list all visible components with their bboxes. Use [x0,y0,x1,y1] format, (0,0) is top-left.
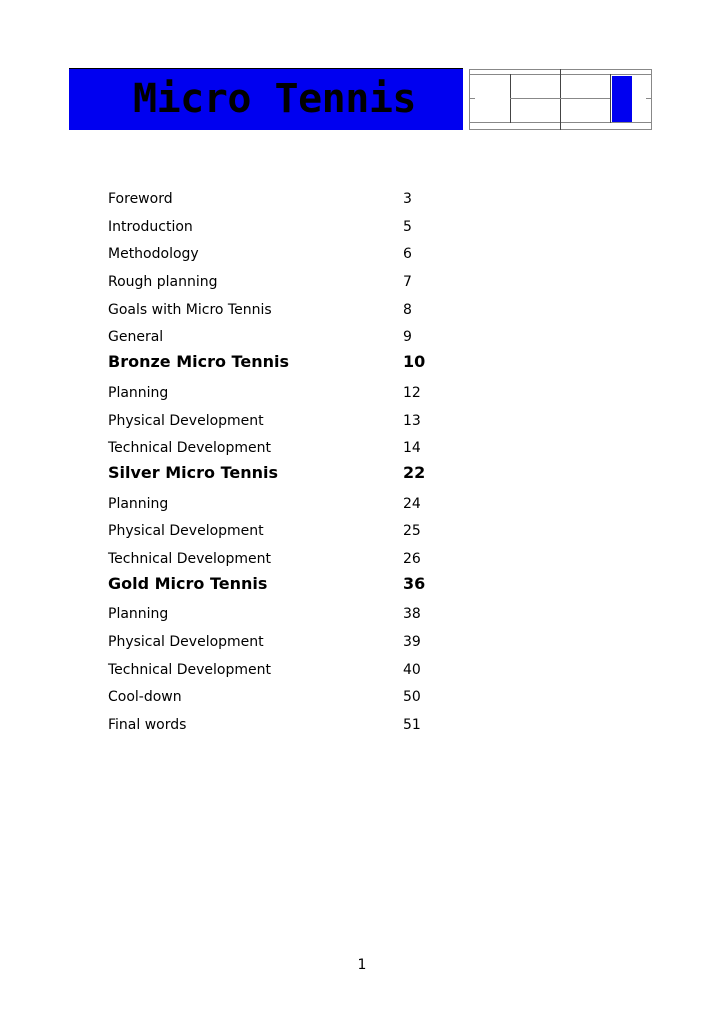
toc-entry-page: 26 [403,550,421,567]
toc-entry-label: Introduction [108,218,193,235]
toc-entry [108,323,438,351]
toc-entry-page: 24 [403,495,421,512]
toc-entry-label: Rough planning [108,274,218,291]
toc-entry [108,545,438,573]
toc-entry [108,434,438,462]
toc-entry-label: Planning [108,495,169,512]
toc-entry-label: Methodology [108,246,199,263]
page-title: Micro Tennis [133,76,416,122]
toc-entry-label: Goals with Micro Tennis [108,301,272,318]
toc-entry-label: Planning [108,606,169,623]
toc-entry [108,711,438,739]
toc-entry [108,296,438,324]
toc-entry [108,407,438,435]
toc-entry-page: 3 [403,191,412,207]
toc-entry [108,185,438,213]
toc-entry-page: 7 [403,274,412,291]
toc-entry-label: Technical Development [108,661,271,678]
toc-entry [108,573,438,601]
toc-entry-page: 12 [403,384,421,401]
toc-entry [108,268,438,296]
toc-entry-label: Gold Micro Tennis [108,573,268,593]
tennis-court-icon [469,69,652,130]
toc-entry-label: Physical Development [108,634,264,650]
toc-entry [108,490,438,518]
toc-entry-label: Technical Development [108,440,271,457]
toc-entry [108,351,438,379]
toc-entry-page: 8 [403,301,412,318]
toc-entry [108,517,438,545]
toc-entry-label: Bronze Micro Tennis [108,352,289,372]
toc-entry-page: 13 [403,412,421,429]
toc-entry-label: General [108,329,164,346]
toc-entry-label: Planning [108,384,169,401]
toc-entry [108,600,438,628]
toc-entry-page: 6 [403,246,412,263]
toc-entry [108,628,438,656]
toc-entry-page: 51 [403,717,421,734]
toc-entry-label: Technical Development [108,550,271,567]
toc-entry-label: Final words [108,717,187,734]
toc-entry-page: 14 [403,440,421,457]
toc-entry-page: 38 [403,606,421,623]
toc-entry-page: 9 [403,329,412,346]
table-of-contents [108,185,438,739]
page-number: 1 [357,957,367,973]
toc-entry-label: Foreword [108,191,173,207]
toc-entry-page: 5 [403,218,412,235]
toc-entry-label: Physical Development [108,412,264,429]
toc-entry [108,462,438,490]
toc-entry [108,240,438,268]
toc-entry [108,683,438,711]
toc-entry-label: Physical Development [108,523,264,540]
toc-entry [108,379,438,407]
toc-entry-page: 36 [403,573,426,593]
toc-entry [108,213,438,241]
toc-entry-page: 39 [403,634,421,650]
toc-entry-page: 10 [403,352,426,372]
toc-entry-label: Cool-down [108,689,182,706]
toc-entry [108,656,438,684]
toc-entry-page: 40 [403,661,421,678]
toc-entry-page: 50 [403,689,421,706]
toc-entry-page: 22 [403,462,426,482]
toc-entry-label: Silver Micro Tennis [108,462,279,482]
toc-entry-page: 25 [403,523,421,540]
